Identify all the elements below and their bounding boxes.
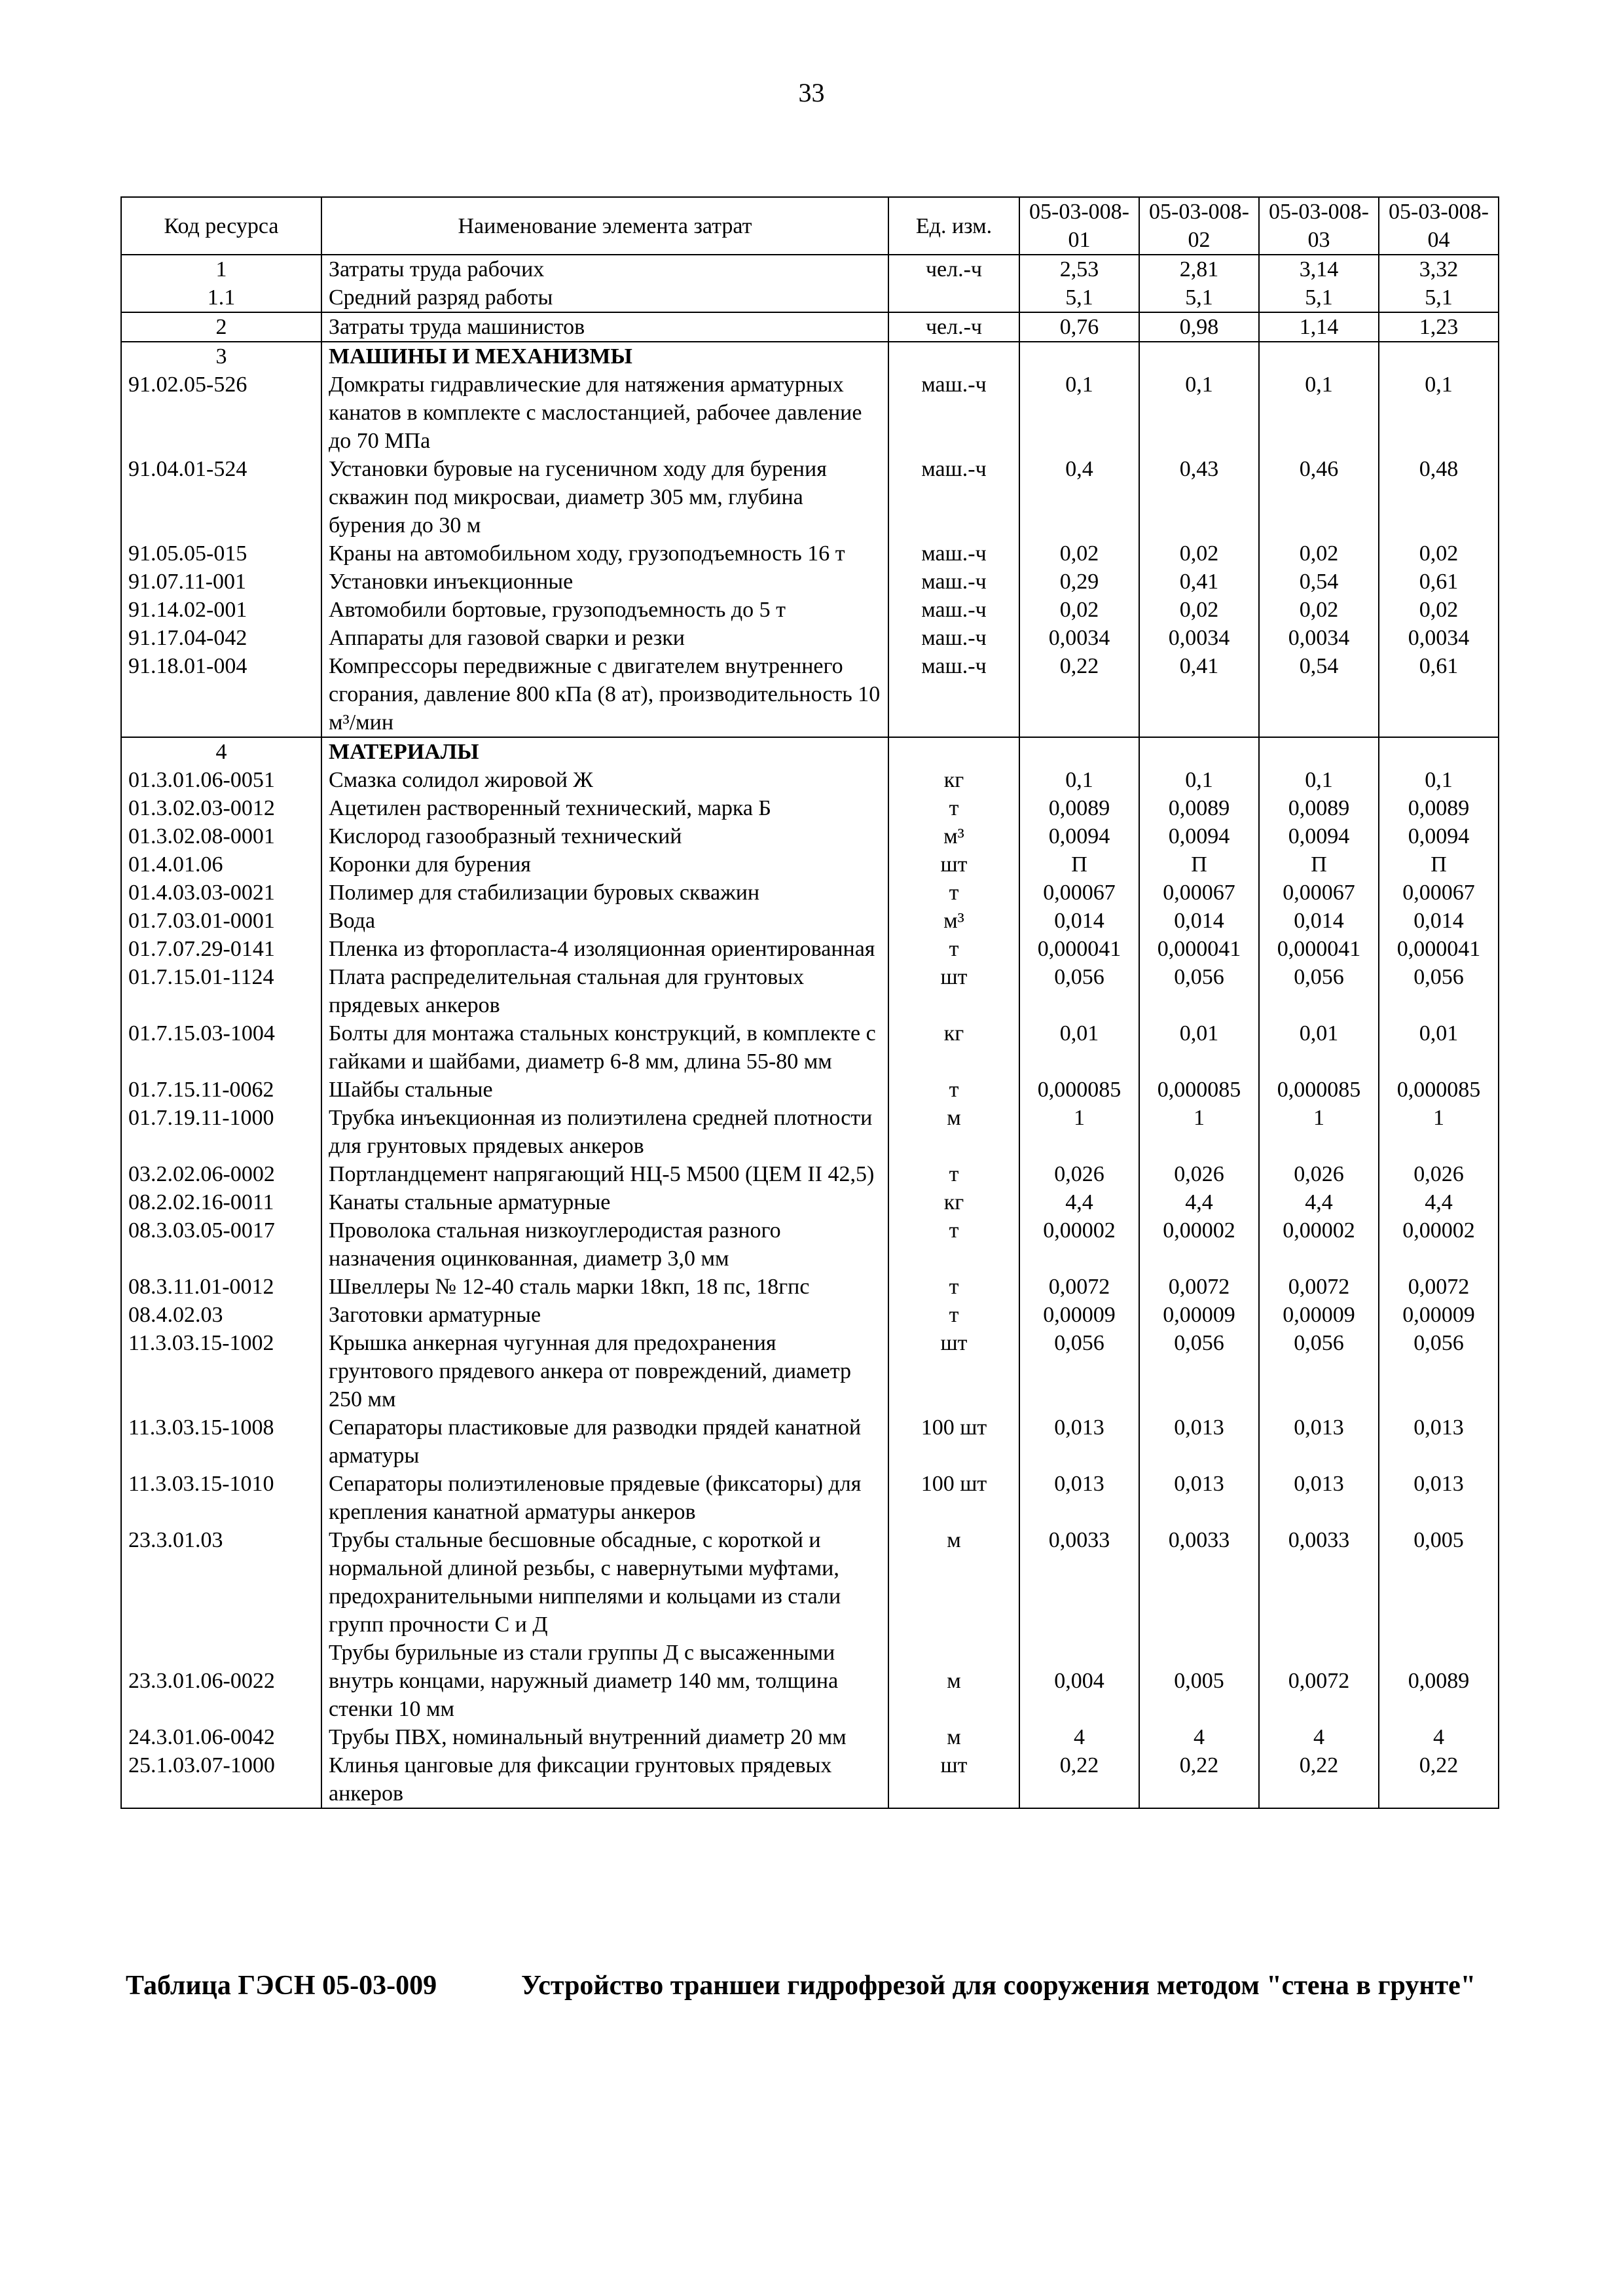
unit-cell bbox=[888, 737, 1019, 766]
unit-cell: 100 шт bbox=[888, 1470, 1019, 1526]
table-row bbox=[121, 1723, 1499, 1751]
cost-element-name-cell: Смазка солидол жировой Ж bbox=[321, 766, 888, 794]
header-resource-code: Код ресурса bbox=[121, 197, 321, 255]
norm-value-cell: 0,056 bbox=[1019, 963, 1139, 1019]
unit-cell: шт bbox=[888, 850, 1019, 879]
cost-element-name-cell: Заготовки арматурные bbox=[321, 1301, 888, 1329]
norm-value-cell: 3,14 bbox=[1259, 255, 1379, 283]
cost-element-name-cell: Клинья цанговые для фиксации грунтовых прядевых анкеров bbox=[321, 1751, 888, 1808]
norm-value-cell: 0,00002 bbox=[1259, 1216, 1379, 1273]
norm-value-cell bbox=[1259, 737, 1379, 766]
norm-value-cell: 0,02 bbox=[1019, 596, 1139, 624]
resource-code-cell: 4 bbox=[121, 737, 321, 766]
cost-element-name-cell: Портландцемент напрягающий НЦ-5 М500 (ЦЕМ II 42,5) bbox=[321, 1160, 888, 1188]
unit-cell: т bbox=[888, 1160, 1019, 1188]
cost-element-name-cell: Компрессоры передвижные с двигателем внутреннего сгорания, давление 800 кПа (8 ат), производительность 10 м³/мин bbox=[321, 652, 888, 737]
norm-value-cell: 1,23 bbox=[1379, 312, 1499, 342]
norm-value-cell: 0,0089 bbox=[1019, 794, 1139, 822]
cost-element-name-cell: Болты для монтажа стальных конструкций, в комплекте с гайками и шайбами, диаметр 6-8 мм, длина 55-80 мм bbox=[321, 1019, 888, 1076]
norm-value-cell: 5,1 bbox=[1259, 283, 1379, 312]
norm-value-cell: 0,22 bbox=[1139, 1751, 1259, 1808]
cost-element-name-cell: Швеллеры № 12-40 сталь марки 18кп, 18 пс, 18гпс bbox=[321, 1273, 888, 1301]
norm-value-cell: 0,00009 bbox=[1019, 1301, 1139, 1329]
cost-element-name-cell: Сепараторы полиэтиленовые прядевые (фиксаторы) для крепления канатной арматуры анкеров bbox=[321, 1470, 888, 1526]
table-row bbox=[121, 568, 1499, 596]
next-table-title: Устройство траншеи гидрофрезой для сооружения методом "стена в грунте" bbox=[521, 1971, 1476, 2001]
resource-code-cell: 08.4.02.03 bbox=[121, 1301, 321, 1329]
norm-value-cell: 0,00002 bbox=[1139, 1216, 1259, 1273]
unit-cell: т bbox=[888, 879, 1019, 907]
resource-code-cell: 91.04.01-524 bbox=[121, 455, 321, 539]
norm-value-cell: 1 bbox=[1379, 1104, 1499, 1160]
norm-value-cell: 0,0089 bbox=[1379, 794, 1499, 822]
unit-cell: м³ bbox=[888, 822, 1019, 850]
norm-value-cell: 0,014 bbox=[1259, 907, 1379, 935]
norm-value-cell: 0,0033 bbox=[1139, 1526, 1259, 1639]
norm-value-cell: 0,00009 bbox=[1139, 1301, 1259, 1329]
norm-value-cell: 0,76 bbox=[1019, 312, 1139, 342]
norm-value-cell: 0,013 bbox=[1019, 1470, 1139, 1526]
unit-cell: шт bbox=[888, 963, 1019, 1019]
unit-cell: кг bbox=[888, 766, 1019, 794]
table-row bbox=[121, 1273, 1499, 1301]
norm-value-cell: 0,056 bbox=[1259, 1329, 1379, 1413]
table-row bbox=[121, 342, 1499, 371]
table-row bbox=[121, 935, 1499, 963]
next-table-code: Таблица ГЭСН 05-03-009 bbox=[126, 1971, 437, 2001]
unit-cell bbox=[888, 342, 1019, 371]
resource-code-cell: 23.3.01.06-0022 bbox=[121, 1639, 321, 1723]
header-unit: Ед. изм. bbox=[888, 197, 1019, 255]
cost-element-name-cell: Пленка из фторопласта-4 изоляционная ориентированная bbox=[321, 935, 888, 963]
norm-value-cell: 0,056 bbox=[1139, 1329, 1259, 1413]
norm-value-cell: 0,0072 bbox=[1259, 1273, 1379, 1301]
cost-element-name-cell: Затраты труда машинистов bbox=[321, 312, 888, 342]
resource-code-cell: 03.2.02.06-0002 bbox=[121, 1160, 321, 1188]
cost-element-name-cell: Автомобили бортовые, грузоподъемность до 5 т bbox=[321, 596, 888, 624]
norm-value-cell: 0,4 bbox=[1019, 455, 1139, 539]
norm-value-cell: П bbox=[1259, 850, 1379, 879]
table-row bbox=[121, 1301, 1499, 1329]
table-row bbox=[121, 283, 1499, 312]
norm-value-cell: 0,0072 bbox=[1139, 1273, 1259, 1301]
table-row bbox=[121, 312, 1499, 342]
norm-value-cell: 0,013 bbox=[1259, 1413, 1379, 1470]
norm-value-cell: 0,004 bbox=[1019, 1639, 1139, 1723]
norm-value-cell: 0,02 bbox=[1139, 539, 1259, 568]
cost-element-name-cell: Полимер для стабилизации буровых скважин bbox=[321, 879, 888, 907]
norm-value-cell: 0,056 bbox=[1379, 1329, 1499, 1413]
table-row bbox=[121, 963, 1499, 1019]
norm-value-cell: 0,1 bbox=[1019, 371, 1139, 455]
norm-value-cell: 0,0034 bbox=[1379, 624, 1499, 652]
header-norm-01: 05-03-008-01 bbox=[1019, 197, 1139, 255]
norm-value-cell: 4 bbox=[1379, 1723, 1499, 1751]
norm-value-cell: 0,0072 bbox=[1019, 1273, 1139, 1301]
unit-cell: 100 шт bbox=[888, 1413, 1019, 1470]
header-cost-element-name: Наименование элемента затрат bbox=[321, 197, 888, 255]
norm-value-cell: 0,00002 bbox=[1379, 1216, 1499, 1273]
norm-value-cell: 0,00067 bbox=[1019, 879, 1139, 907]
norm-value-cell: 0,22 bbox=[1379, 1751, 1499, 1808]
norm-value-cell: 5,1 bbox=[1379, 283, 1499, 312]
norm-value-cell: 4 bbox=[1019, 1723, 1139, 1751]
norm-value-cell: 0,02 bbox=[1139, 596, 1259, 624]
norm-value-cell: 0,013 bbox=[1019, 1413, 1139, 1470]
resource-code-cell: 01.3.01.06-0051 bbox=[121, 766, 321, 794]
norm-value-cell: 0,056 bbox=[1259, 963, 1379, 1019]
unit-cell: т bbox=[888, 1301, 1019, 1329]
norm-value-cell: 0,0094 bbox=[1019, 822, 1139, 850]
unit-cell: т bbox=[888, 1076, 1019, 1104]
norm-value-cell: 4,4 bbox=[1259, 1188, 1379, 1216]
table-row bbox=[121, 1188, 1499, 1216]
unit-cell: м bbox=[888, 1526, 1019, 1639]
resource-code-cell: 01.7.03.01-0001 bbox=[121, 907, 321, 935]
unit-cell bbox=[888, 283, 1019, 312]
norm-value-cell: 0,02 bbox=[1379, 539, 1499, 568]
norm-value-cell: П bbox=[1019, 850, 1139, 879]
table-row bbox=[121, 1526, 1499, 1639]
norm-value-cell: 0,0094 bbox=[1379, 822, 1499, 850]
norm-value-cell: 0,98 bbox=[1139, 312, 1259, 342]
norm-value-cell: 0,000085 bbox=[1139, 1076, 1259, 1104]
norm-value-cell: 0,41 bbox=[1139, 652, 1259, 737]
norm-value-cell bbox=[1379, 342, 1499, 371]
resource-code-cell: 91.18.01-004 bbox=[121, 652, 321, 737]
norm-value-cell bbox=[1139, 737, 1259, 766]
resource-code-cell: 25.1.03.07-1000 bbox=[121, 1751, 321, 1808]
resource-code-cell: 91.17.04-042 bbox=[121, 624, 321, 652]
table-row bbox=[121, 879, 1499, 907]
resource-code-cell: 01.4.03.03-0021 bbox=[121, 879, 321, 907]
table-row bbox=[121, 822, 1499, 850]
resource-code-cell: 1.1 bbox=[121, 283, 321, 312]
norm-value-cell: 0,61 bbox=[1379, 568, 1499, 596]
norm-value-cell: 0,02 bbox=[1019, 539, 1139, 568]
norm-value-cell: 0,0089 bbox=[1259, 794, 1379, 822]
norm-value-cell: 4 bbox=[1259, 1723, 1379, 1751]
norm-value-cell: 0,46 bbox=[1259, 455, 1379, 539]
norm-value-cell: 0,056 bbox=[1379, 963, 1499, 1019]
unit-cell: маш.-ч bbox=[888, 596, 1019, 624]
resource-code-cell: 08.3.03.05-0017 bbox=[121, 1216, 321, 1273]
cost-element-name-cell: Ацетилен растворенный технический, марка Б bbox=[321, 794, 888, 822]
norm-value-cell: 0,026 bbox=[1379, 1160, 1499, 1188]
resource-code-cell: 01.3.02.08-0001 bbox=[121, 822, 321, 850]
cost-element-name-cell: МАТЕРИАЛЫ bbox=[321, 737, 888, 766]
resource-table bbox=[120, 196, 1499, 1809]
cost-element-name-cell: Шайбы стальные bbox=[321, 1076, 888, 1104]
unit-cell: м bbox=[888, 1723, 1019, 1751]
resource-code-cell: 01.4.01.06 bbox=[121, 850, 321, 879]
resource-code-cell: 91.07.11-001 bbox=[121, 568, 321, 596]
resource-code-cell: 2 bbox=[121, 312, 321, 342]
norm-value-cell: 0,000085 bbox=[1379, 1076, 1499, 1104]
unit-cell: м bbox=[888, 1639, 1019, 1723]
norm-value-cell: 0,1 bbox=[1379, 371, 1499, 455]
norm-value-cell: 1 bbox=[1019, 1104, 1139, 1160]
norm-value-cell: 0,02 bbox=[1259, 596, 1379, 624]
resource-code-cell: 01.7.15.03-1004 bbox=[121, 1019, 321, 1076]
norm-value-cell: 0,000085 bbox=[1019, 1076, 1139, 1104]
norm-value-cell: 0,02 bbox=[1259, 539, 1379, 568]
unit-cell: т bbox=[888, 935, 1019, 963]
cost-element-name-cell: Трубы стальные бесшовные обсадные, с короткой и нормальной длиной резьбы, с навернутыми муфтами, предохранительными ниппелями и кольцами из стали групп прочности С и Д bbox=[321, 1526, 888, 1639]
page-number: 33 bbox=[798, 78, 825, 107]
unit-cell: т bbox=[888, 1216, 1019, 1273]
norm-value-cell: 0,54 bbox=[1259, 568, 1379, 596]
norm-value-cell: 0,0094 bbox=[1139, 822, 1259, 850]
cost-element-name-cell: Трубы ПВХ, номинальный внутренний диаметр 20 мм bbox=[321, 1723, 888, 1751]
resource-code-cell: 01.7.15.11-0062 bbox=[121, 1076, 321, 1104]
norm-value-cell: 2,81 bbox=[1139, 255, 1259, 283]
table-row bbox=[121, 850, 1499, 879]
norm-value-cell: 0,01 bbox=[1379, 1019, 1499, 1076]
norm-value-cell: 0,1 bbox=[1259, 371, 1379, 455]
norm-value-cell: 3,32 bbox=[1379, 255, 1499, 283]
norm-value-cell: 0,000041 bbox=[1379, 935, 1499, 963]
norm-value-cell: 0,0034 bbox=[1019, 624, 1139, 652]
resource-code-cell: 01.7.15.01-1124 bbox=[121, 963, 321, 1019]
resource-code-cell: 91.02.05-526 bbox=[121, 371, 321, 455]
norm-value-cell: 0,056 bbox=[1019, 1329, 1139, 1413]
norm-value-cell: 4 bbox=[1139, 1723, 1259, 1751]
norm-value-cell: 0,026 bbox=[1019, 1160, 1139, 1188]
table-row bbox=[121, 1470, 1499, 1526]
table-row bbox=[121, 766, 1499, 794]
norm-value-cell: 0,00002 bbox=[1019, 1216, 1139, 1273]
unit-cell: м³ bbox=[888, 907, 1019, 935]
norm-value-cell: 0,005 bbox=[1139, 1639, 1259, 1723]
resource-code-cell: 08.2.02.16-0011 bbox=[121, 1188, 321, 1216]
resource-code-cell: 01.7.07.29-0141 bbox=[121, 935, 321, 963]
norm-value-cell: 0,026 bbox=[1259, 1160, 1379, 1188]
norm-value-cell: 0,000041 bbox=[1019, 935, 1139, 963]
resource-code-cell: 91.14.02-001 bbox=[121, 596, 321, 624]
norm-value-cell: 0,013 bbox=[1379, 1470, 1499, 1526]
cost-element-name-cell: Средний разряд работы bbox=[321, 283, 888, 312]
norm-value-cell: 0,014 bbox=[1379, 907, 1499, 935]
resource-code-cell: 11.3.03.15-1010 bbox=[121, 1470, 321, 1526]
norm-value-cell: 0,1 bbox=[1259, 766, 1379, 794]
norm-value-cell: 0,54 bbox=[1259, 652, 1379, 737]
norm-value-cell: П bbox=[1139, 850, 1259, 879]
table-row bbox=[121, 1751, 1499, 1808]
norm-value-cell: 0,014 bbox=[1139, 907, 1259, 935]
cost-element-name-cell: Кислород газообразный технический bbox=[321, 822, 888, 850]
table-row bbox=[121, 737, 1499, 766]
resource-code-cell: 3 bbox=[121, 342, 321, 371]
norm-value-cell: 0,48 bbox=[1379, 455, 1499, 539]
norm-value-cell: 0,013 bbox=[1139, 1470, 1259, 1526]
unit-cell: шт bbox=[888, 1751, 1019, 1808]
norm-value-cell: 0,00067 bbox=[1379, 879, 1499, 907]
norm-value-cell: 0,0089 bbox=[1379, 1639, 1499, 1723]
norm-value-cell: 0,005 bbox=[1379, 1526, 1499, 1639]
unit-cell: маш.-ч bbox=[888, 568, 1019, 596]
cost-element-name-cell: Установки буровые на гусеничном ходу для бурения скважин под микросваи, диаметр 305 мм, глубина бурения до 30 м bbox=[321, 455, 888, 539]
table-row bbox=[121, 1216, 1499, 1273]
norm-value-cell: 0,61 bbox=[1379, 652, 1499, 737]
cost-element-name-cell: Трубы бурильные из стали группы Д с высаженными внутрь концами, наружный диаметр 140 мм, толщина стенки 10 мм bbox=[321, 1639, 888, 1723]
norm-value-cell: 0,01 bbox=[1259, 1019, 1379, 1076]
resource-code-cell: 11.3.03.15-1002 bbox=[121, 1329, 321, 1413]
unit-cell: маш.-ч bbox=[888, 624, 1019, 652]
unit-cell: маш.-ч bbox=[888, 455, 1019, 539]
cost-element-name-cell: Трубка инъекционная из полиэтилена средней плотности для грунтовых прядевых анкеров bbox=[321, 1104, 888, 1160]
norm-value-cell: 0,026 bbox=[1139, 1160, 1259, 1188]
norm-value-cell: П bbox=[1379, 850, 1499, 879]
norm-value-cell: 0,41 bbox=[1139, 568, 1259, 596]
norm-value-cell: 0,02 bbox=[1379, 596, 1499, 624]
table-row bbox=[121, 1329, 1499, 1413]
unit-cell: шт bbox=[888, 1329, 1019, 1413]
unit-cell: чел.-ч bbox=[888, 312, 1019, 342]
norm-value-cell: 0,0072 bbox=[1379, 1273, 1499, 1301]
table-row bbox=[121, 455, 1499, 539]
norm-value-cell: 0,29 bbox=[1019, 568, 1139, 596]
resource-code-cell: 23.3.01.03 bbox=[121, 1526, 321, 1639]
table-row bbox=[121, 1019, 1499, 1076]
unit-cell: т bbox=[888, 1273, 1019, 1301]
resource-code-cell: 24.3.01.06-0042 bbox=[121, 1723, 321, 1751]
table-row bbox=[121, 1639, 1499, 1723]
norm-value-cell: 0,01 bbox=[1139, 1019, 1259, 1076]
resource-code-cell: 01.3.02.03-0012 bbox=[121, 794, 321, 822]
resource-code-cell: 91.05.05-015 bbox=[121, 539, 321, 568]
resource-code-cell: 1 bbox=[121, 255, 321, 283]
norm-value-cell: 0,00067 bbox=[1259, 879, 1379, 907]
norm-value-cell bbox=[1379, 737, 1499, 766]
resource-code-cell: 11.3.03.15-1008 bbox=[121, 1413, 321, 1470]
resource-code-cell: 08.3.11.01-0012 bbox=[121, 1273, 321, 1301]
unit-cell: маш.-ч bbox=[888, 539, 1019, 568]
norm-value-cell bbox=[1259, 342, 1379, 371]
unit-cell: маш.-ч bbox=[888, 652, 1019, 737]
unit-cell: т bbox=[888, 794, 1019, 822]
cost-element-name-cell: Сепараторы пластиковые для разводки прядей канатной арматуры bbox=[321, 1413, 888, 1470]
norm-value-cell: 0,1 bbox=[1379, 766, 1499, 794]
norm-value-cell: 0,0033 bbox=[1259, 1526, 1379, 1639]
norm-value-cell: 0,013 bbox=[1379, 1413, 1499, 1470]
norm-value-cell: 0,0034 bbox=[1139, 624, 1259, 652]
norm-value-cell: 0,1 bbox=[1019, 766, 1139, 794]
table-header-row bbox=[121, 197, 1499, 255]
cost-element-name-cell: Вода bbox=[321, 907, 888, 935]
unit-cell: чел.-ч bbox=[888, 255, 1019, 283]
norm-value-cell: 0,0033 bbox=[1019, 1526, 1139, 1639]
norm-value-cell: 0,22 bbox=[1259, 1751, 1379, 1808]
norm-value-cell: 0,1 bbox=[1139, 766, 1259, 794]
norm-value-cell: 5,1 bbox=[1019, 283, 1139, 312]
cost-element-name-cell: Аппараты для газовой сварки и резки bbox=[321, 624, 888, 652]
cost-element-name-cell: Канаты стальные арматурные bbox=[321, 1188, 888, 1216]
table-row bbox=[121, 624, 1499, 652]
table-row bbox=[121, 1413, 1499, 1470]
table-row bbox=[121, 1104, 1499, 1160]
cost-element-name-cell: Домкраты гидравлические для натяжения арматурных канатов в комплекте с маслостанцией, рабочее давление до 70 МПа bbox=[321, 371, 888, 455]
unit-cell: м bbox=[888, 1104, 1019, 1160]
cost-element-name-cell: МАШИНЫ И МЕХАНИЗМЫ bbox=[321, 342, 888, 371]
cost-element-name-cell: Установки инъекционные bbox=[321, 568, 888, 596]
norm-value-cell bbox=[1139, 342, 1259, 371]
cost-element-name-cell: Плата распределительная стальная для грунтовых прядевых анкеров bbox=[321, 963, 888, 1019]
cost-element-name-cell: Проволока стальная низкоуглеродистая разного назначения оцинкованная, диаметр 3,0 мм bbox=[321, 1216, 888, 1273]
cost-element-name-cell: Коронки для бурения bbox=[321, 850, 888, 879]
cost-element-name-cell: Крышка анкерная чугунная для предохранения грунтового прядевого анкера от повреждений, диаметр 250 мм bbox=[321, 1329, 888, 1413]
norm-value-cell: 0,00067 bbox=[1139, 879, 1259, 907]
table-row bbox=[121, 652, 1499, 737]
unit-cell: маш.-ч bbox=[888, 371, 1019, 455]
norm-value-cell: 4,4 bbox=[1379, 1188, 1499, 1216]
table-row bbox=[121, 596, 1499, 624]
norm-value-cell: 0,00009 bbox=[1379, 1301, 1499, 1329]
norm-value-cell: 5,1 bbox=[1139, 283, 1259, 312]
norm-value-cell: 0,0034 bbox=[1259, 624, 1379, 652]
header-norm-03: 05-03-008-03 bbox=[1259, 197, 1379, 255]
norm-value-cell: 4,4 bbox=[1139, 1188, 1259, 1216]
norm-value-cell: 0,013 bbox=[1259, 1470, 1379, 1526]
table-row bbox=[121, 1160, 1499, 1188]
norm-value-cell: 4,4 bbox=[1019, 1188, 1139, 1216]
norm-value-cell: 0,22 bbox=[1019, 1751, 1139, 1808]
norm-value-cell: 0,01 bbox=[1019, 1019, 1139, 1076]
norm-value-cell: 1,14 bbox=[1259, 312, 1379, 342]
norm-value-cell: 0,000085 bbox=[1259, 1076, 1379, 1104]
table-row bbox=[121, 539, 1499, 568]
norm-value-cell: 0,0089 bbox=[1139, 794, 1259, 822]
cost-element-name-cell: Краны на автомобильном ходу, грузоподъемность 16 т bbox=[321, 539, 888, 568]
norm-value-cell: 0,013 bbox=[1139, 1413, 1259, 1470]
norm-value-cell: 1 bbox=[1259, 1104, 1379, 1160]
unit-cell: кг bbox=[888, 1019, 1019, 1076]
norm-value-cell: 0,000041 bbox=[1139, 935, 1259, 963]
norm-value-cell bbox=[1019, 342, 1139, 371]
norm-value-cell: 0,43 bbox=[1139, 455, 1259, 539]
norm-value-cell: 0,0072 bbox=[1259, 1639, 1379, 1723]
norm-value-cell: 0,22 bbox=[1019, 652, 1139, 737]
norm-value-cell: 1 bbox=[1139, 1104, 1259, 1160]
resource-code-cell: 01.7.19.11-1000 bbox=[121, 1104, 321, 1160]
unit-cell: кг bbox=[888, 1188, 1019, 1216]
header-norm-04: 05-03-008-04 bbox=[1379, 197, 1499, 255]
norm-value-cell: 0,00009 bbox=[1259, 1301, 1379, 1329]
norm-value-cell: 0,000041 bbox=[1259, 935, 1379, 963]
table-row bbox=[121, 371, 1499, 455]
norm-value-cell: 0,014 bbox=[1019, 907, 1139, 935]
table-row bbox=[121, 907, 1499, 935]
table-row bbox=[121, 794, 1499, 822]
norm-value-cell: 0,0094 bbox=[1259, 822, 1379, 850]
table-row bbox=[121, 255, 1499, 283]
norm-value-cell bbox=[1019, 737, 1139, 766]
header-norm-02: 05-03-008-02 bbox=[1139, 197, 1259, 255]
cost-element-name-cell: Затраты труда рабочих bbox=[321, 255, 888, 283]
norm-value-cell: 0,056 bbox=[1139, 963, 1259, 1019]
norm-value-cell: 0,1 bbox=[1139, 371, 1259, 455]
table-row bbox=[121, 1076, 1499, 1104]
norm-value-cell: 2,53 bbox=[1019, 255, 1139, 283]
